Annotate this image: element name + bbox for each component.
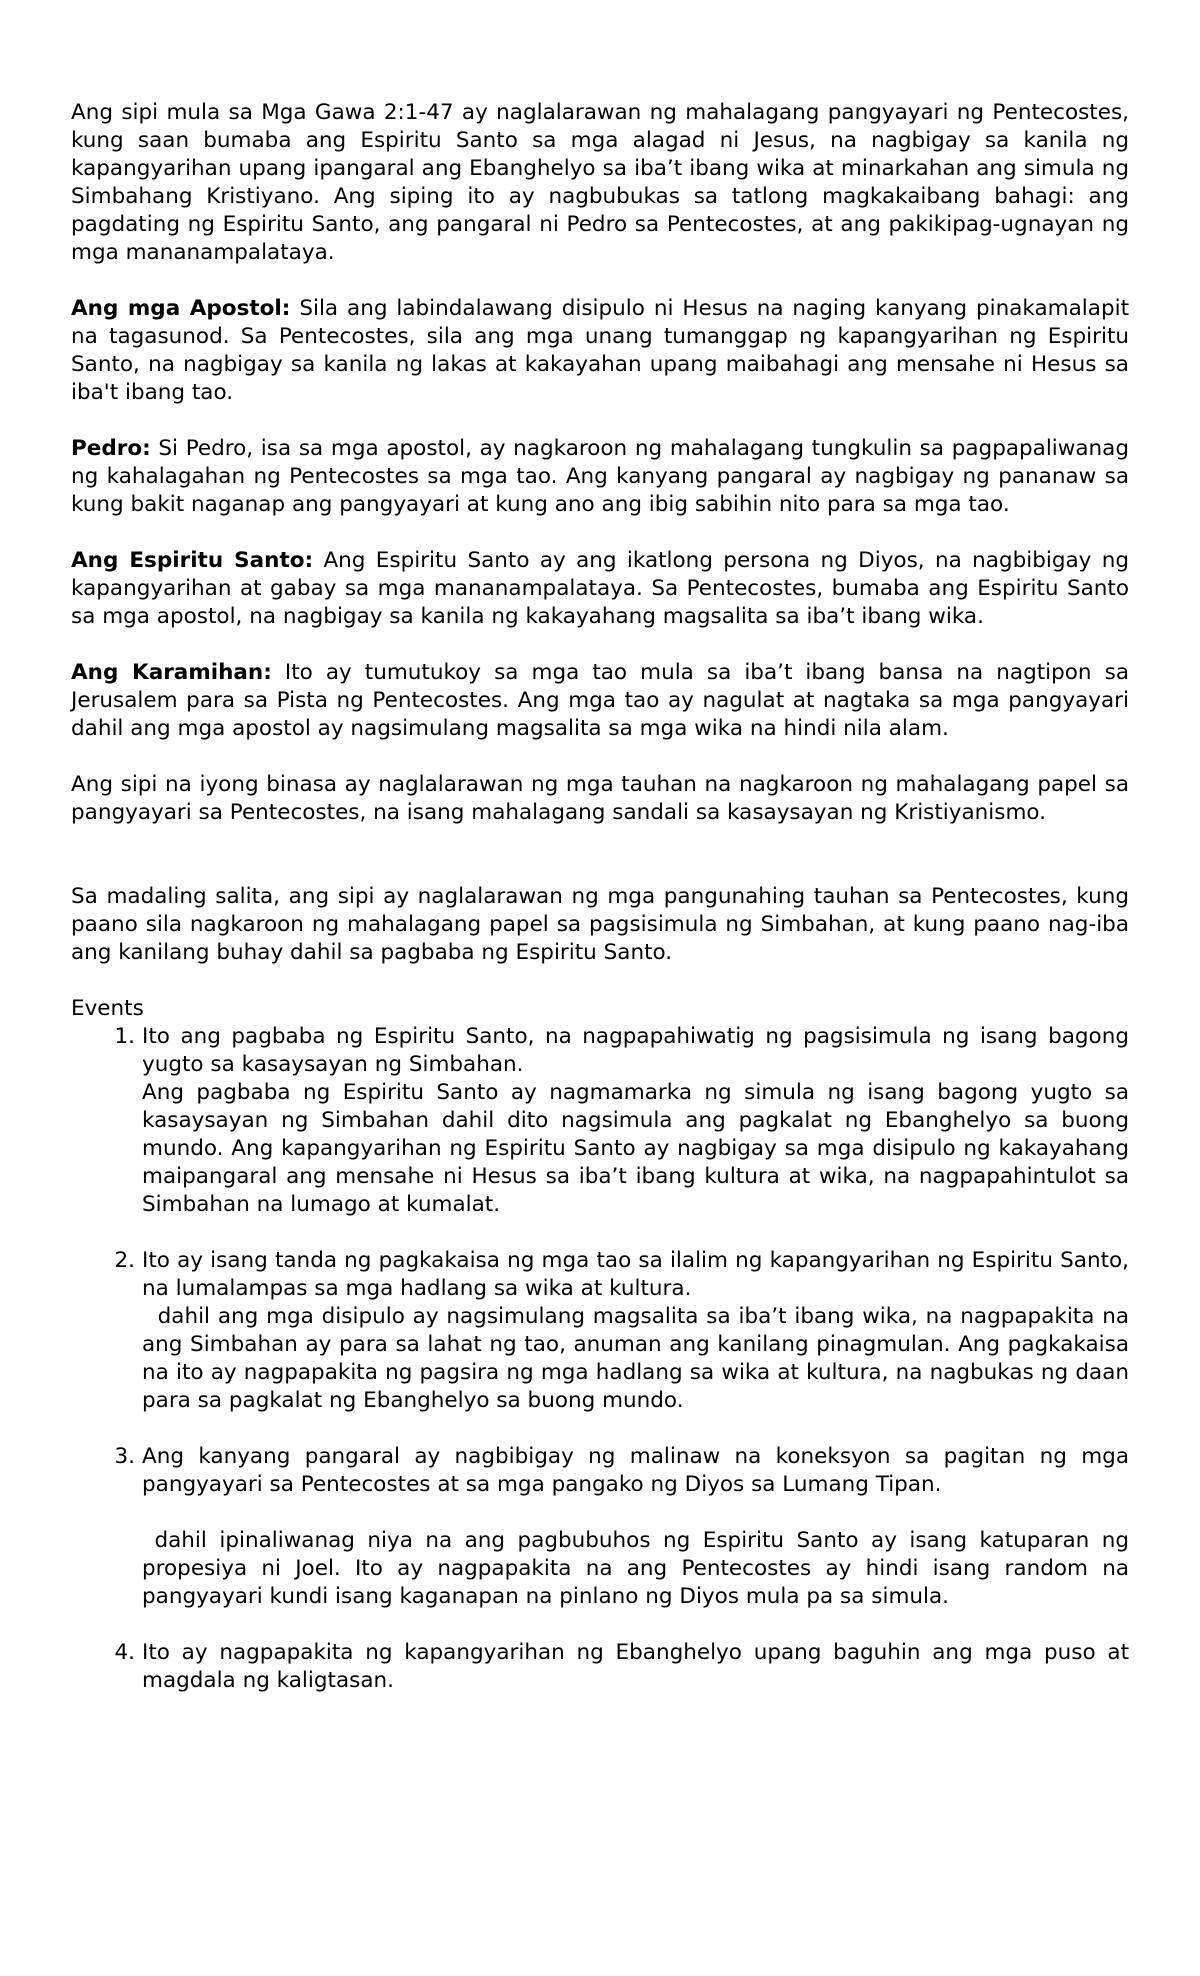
event-item (71, 1247, 1136, 1415)
document-body (71, 99, 1136, 1723)
event-item (71, 1443, 1136, 1611)
events-heading: Events (71, 996, 144, 1021)
character-name: Ang Espiritu Santo: (71, 548, 314, 573)
event-lead: Ito ay isang tanda ng pagkakaisa ng mga tao sa ilalim ng kapangyarihan ng Espiritu Santo, na lumalampas sa mga hadlang sa wika at kultura. (142, 1248, 1129, 1301)
closing-paragraph-1: Ang sipi na iyong binasa ay naglalarawan ng mga tauhan na nagkaroon ng mahalagang papel sa pangyayari sa Pentecostes, na isang mahalagang sandali sa kasaysayan ng Kristiyanismo. (71, 772, 1129, 825)
character-crowd (71, 659, 1129, 743)
event-lead: Ang kanyang pangaral ay nagbibigay ng malinaw na koneksyon sa pagitan ng mga pangyayari sa Pentecostes at sa mga pangako ng Diyos sa Lumang Tipan. (142, 1444, 1129, 1497)
character-name: Ang mga Apostol: (71, 296, 291, 321)
character-description: Ang Espiritu Santo ay ang ikatlong persona ng Diyos, na nagbibigay ng kapangyarihan at gabay sa mga mananampalataya. Sa Pentecostes, bumaba ang Espiritu Santo sa mga apostol, na nagbigay sa kanila ng kakayahang magsalita sa iba’t ibang wika. (71, 548, 1129, 629)
character-holy-spirit (71, 547, 1129, 631)
character-description: Ito ay tumutukoy sa mga tao mula sa iba’t ibang bansa na nagtipon sa Jerusalem para sa Pista ng Pentecostes. Ang mga tao ay nagulat at nagtaka sa mga pangyayari dahil ang mga apostol ay nagsimulang magsalita sa mga wika na hindi nila alam. (71, 660, 1129, 741)
event-number: 4. (114, 1640, 135, 1665)
event-lead: Ito ay nagpapakita ng kapangyarihan ng Ebanghelyo upang baguhin ang mga puso at magdala ng kaligtasan. (142, 1640, 1129, 1693)
event-number: 3. (114, 1444, 135, 1469)
intro-paragraph: Ang sipi mula sa Mga Gawa 2:1-47 ay naglalarawan ng mahalagang pangyayari ng Pentecostes, kung saan bumaba ang Espiritu Santo sa mga alagad ni Jesus, na nagbigay sa kanila ng kapangyarihan upang ipangaral ang Ebanghelyo sa iba’t ibang wika at minarkahan ang simula ng Simbahang Kristiyano. Ang siping ito ay nagbubukas sa tatlong magkakaibang bahagi: ang pagdating ng Espiritu Santo, ang pangaral ni Pedro sa Pentecostes, at ang pakikipag-ugnayan ng mga mananampalataya. (71, 100, 1129, 265)
character-description: Sila ang labindalawang disipulo ni Hesus na naging kanyang pinakamalapit na tagasunod. Sa Pentecostes, sila ang mga unang tumanggap ng kapangyarihan ng Espiritu Santo, na nagbigay sa kanila ng lakas at kakayahan upang maibahagi ang mensahe ni Hesus sa iba't ibang tao. (71, 296, 1129, 405)
event-detail: dahil ipinaliwanag niya na ang pagbubuhos ng Espiritu Santo ay isang katuparan ng propesiya ni Joel. Ito ay nagpapakita na ang Pentecostes ay hindi isang random na pangyayari kundi isang kaganapan na pinlano ng Diyos mula pa sa simula. (142, 1528, 1136, 1609)
character-description: Si Pedro, isa sa mga apostol, ay nagkaroon ng mahalagang tungkulin sa pagpapaliwanag ng kahalagahan ng Pentecostes sa mga tao. Ang kanyang pangaral ay nagbigay ng pananaw sa kung bakit naganap ang pangyayari at kung ano ang ibig sabihin nito para sa mga tao. (71, 436, 1129, 517)
character-name: Pedro: (71, 436, 151, 461)
event-number: 2. (114, 1248, 135, 1273)
event-number: 1. (114, 1024, 135, 1049)
event-lead: Ito ang pagbaba ng Espiritu Santo, na nagpapahiwatig ng pagsisimula ng isang bagong yugto sa kasaysayan ng Simbahan. (142, 1024, 1129, 1077)
event-detail: Ang pagbaba ng Espiritu Santo ay nagmamarka ng simula ng isang bagong yugto sa kasaysayan ng Simbahan dahil dito nagsimula ang pagkalat ng Ebanghelyo sa buong mundo. Ang kapangyarihan ng Espiritu Santo ay nagbigay sa mga disipulo ng kakayahang maipangaral ang mensahe ni Hesus sa iba’t ibang kultura at wika, na nagpapahintulot sa Simbahan na lumago at kumalat. (142, 1080, 1129, 1217)
character-pedro (71, 435, 1129, 519)
events-list (71, 1023, 1136, 1695)
event-item (71, 1023, 1129, 1219)
character-apostles (71, 295, 1129, 407)
event-detail: dahil ang mga disipulo ay nagsimulang magsalita sa iba’t ibang wika, na nagpapakita na ang Simbahan ay para sa lahat ng tao, anuman ang kanilang pinagmulan. Ang pagkakaisa na ito ay nagpapakita ng pagsira ng mga hadlang sa wika at kultura, na nagbukas ng daan para sa pagkalat ng Ebanghelyo sa buong mundo. (142, 1304, 1136, 1413)
character-name: Ang Karamihan: (71, 660, 272, 685)
event-item (71, 1639, 1129, 1695)
closing-paragraph-2: Sa madaling salita, ang sipi ay naglalarawan ng mga pangunahing tauhan sa Pentecostes, kung paano sila nagkaroon ng mahalagang papel sa pagsisimula ng Simbahan, at kung paano nag-iba ang kanilang buhay dahil sa pagbaba ng Espiritu Santo. (71, 884, 1129, 965)
